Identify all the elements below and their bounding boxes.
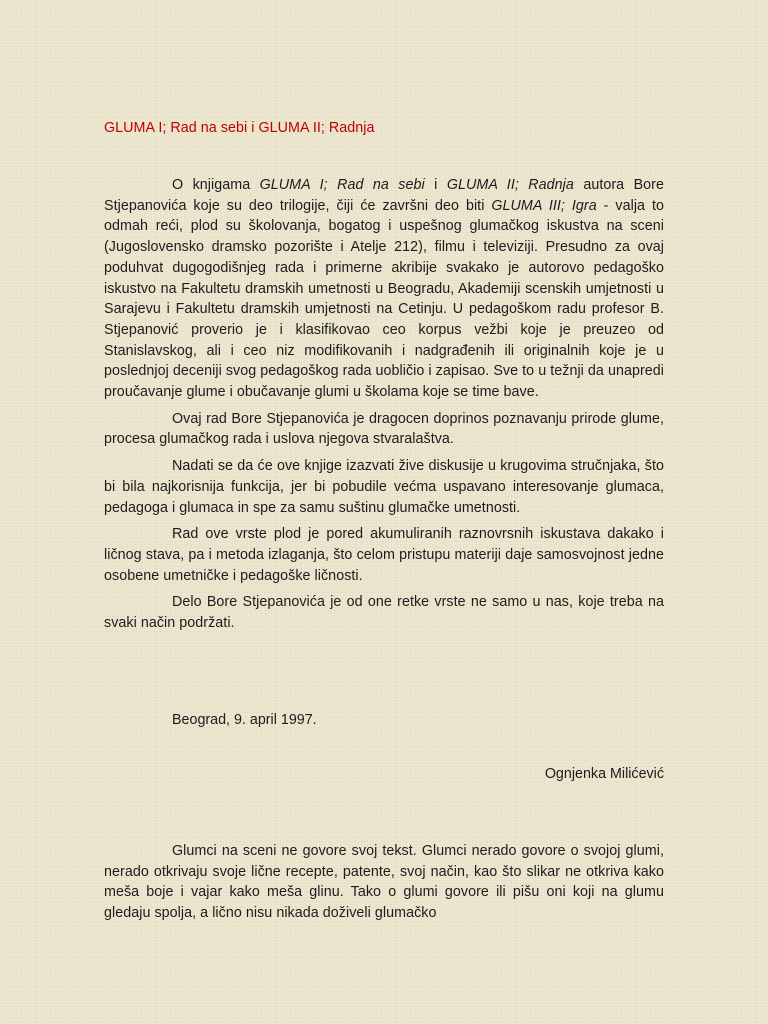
intro-text-1: O knjigama: [172, 177, 260, 193]
book-title-3: GLUMA III; Igra: [491, 197, 597, 214]
chapter-body: [104, 841, 664, 924]
place-date: Beograd, 9. april 1997.: [172, 712, 317, 728]
book-title-1: GLUMA I; Rad na sebi: [259, 177, 425, 193]
paragraph: Delo Bore Stjepanovića je od one retke vrste ne samo u nas, koje treba na svaki način podržati.: [104, 594, 664, 632]
intro-text-4: - valja to odmah reći, plod su školovanja, bogatog i uspešnog glumačkog iskustva na sceni (Jugoslovensko dramsko pozorište i Atelje 212), filmu i televiziji. Presudno za ovaj poduhvat dugogodišnjeg rada i primerne akribije svakako je autorovo pedagoško iskustvo na Fakultetu dramskih umetnosti u Beogradu, Akademiji scenskih umjetnosti u Sarajevu i Fakultetu dramskih umjetnosti na Cetinju. U pedagoškom radu profesor B. Stjepanović proverio je i klasifikovao ceo korpus vežbi koje je preuzeo od Stanislavskog, ali i ceo niz modifikovanih i nadgrađenih ili originalnih koje je u poslednjoj deceniji svog pedagoškog rada uobličio i zapisao. Sve to u težnji da unapredi proučavanje glume i obučavanje glumi u školama koje se time bave.: [104, 197, 664, 401]
author-signature: Ognjenka Milićević: [544, 766, 664, 782]
intro-text-3: autora Bore Stjepanovića koje su deo trilogije, čiji će završni deo biti: [104, 177, 664, 214]
intro-paragraph: [104, 175, 664, 403]
paragraph: Rad ove vrste plod je pored akumuliranih raznovrsnih iskustava dakako i ličnog stava, pa i metoda izlaganja, što celom pristupu materiji daje samosvojnost jedne osobene umetničke i pedagoške ličnosti.: [104, 526, 664, 584]
paragraph: Ovaj rad Bore Stjepanovića je dragocen doprinos poznavanju prirode glume, procesa glumačkog rada i uslova njegova stvaralaštva.: [104, 410, 664, 448]
document-heading: GLUMA I; Rad na sebi i GLUMA II; Radnja: [104, 120, 375, 136]
foreword-body: [104, 175, 664, 634]
intro-text-2: i: [424, 177, 447, 193]
paragraph: Nadati se da će ove knjige izazvati žive diskusije u krugovima stručnjaka, što bi bila najkorisnija funkcija, jer bi pobudile većma uspavano interesovanje glumaca, pedagoga i glumaca in spe za samu suštinu glumačke umetnosti.: [104, 458, 664, 516]
book-title-2: GLUMA II; Radnja: [446, 177, 574, 193]
continuation-paragraph: Glumci na sceni ne govore svoj tekst. Glumci nerado govore o svojoj glumi, nerado otkrivaju svoje lične recepte, patente, svoj način, kao što slikar ne otkriva kako meša boje i vajar kako meša glinu. Tako o glumi govore ili pišu oni koji na glumu gledaju spolja, a lično nisu nikada doživeli glumačko: [104, 843, 664, 922]
